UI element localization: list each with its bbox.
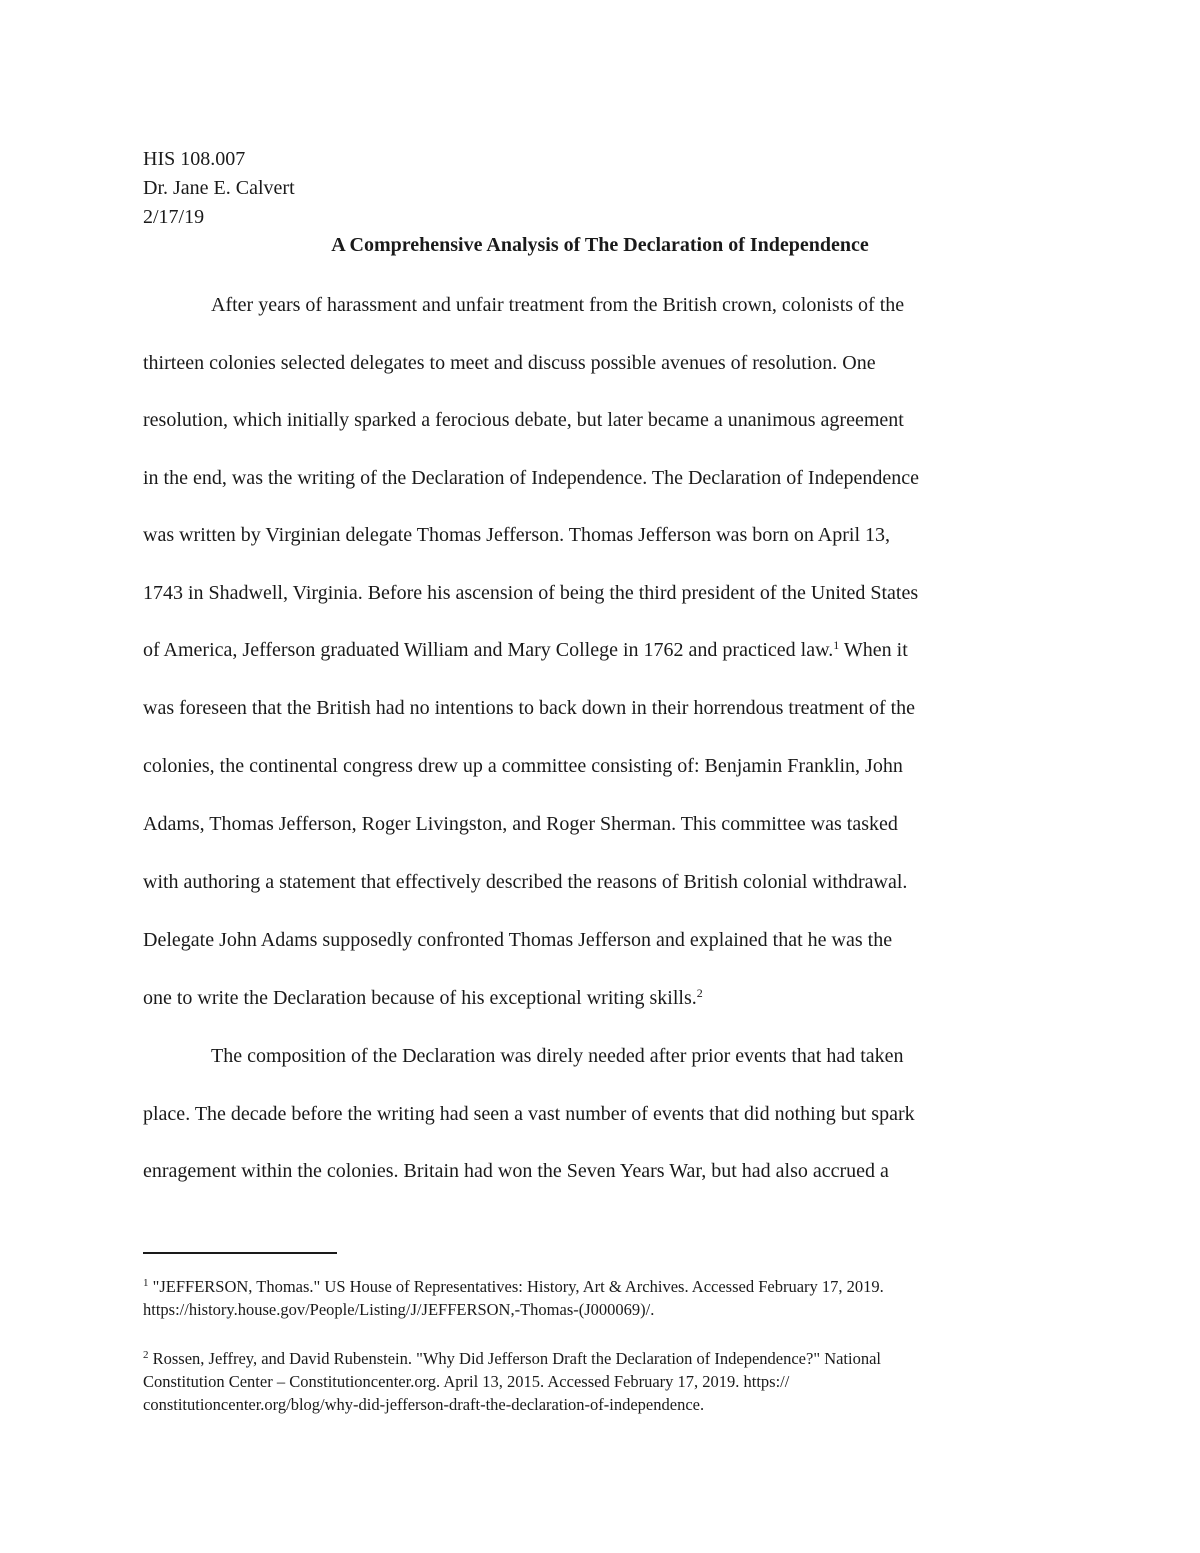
body-line: thirteen colonies selected delegates to meet and discuss possible avenues of resolution. One — [143, 352, 876, 374]
body-text: of America, Jefferson graduated William and Mary College in 1762 and practiced law. — [143, 639, 834, 661]
instructor-name: Dr. Jane E. Calvert — [143, 177, 295, 199]
footnote-ref-1: 1 — [833, 638, 840, 652]
body-text: When it — [839, 639, 908, 661]
body-line: 1743 in Shadwell, Virginia. Before his ascension of being the third president of the United States — [143, 582, 919, 604]
paper-title: A Comprehensive Analysis of The Declaration of Independence — [331, 234, 869, 256]
body-line: The composition of the Declaration was direly needed after prior events that had taken — [211, 1045, 904, 1067]
footnote-ref-2: 2 — [696, 986, 703, 1000]
body-line: After years of harassment and unfair treatment from the British crown, colonists of the — [211, 294, 905, 316]
body-line: resolution, which initially sparked a ferocious debate, but later became a unanimous agreement — [143, 409, 904, 431]
body-line: in the end, was the writing of the Declaration of Independence. The Declaration of Independence — [143, 467, 919, 489]
body-line — [143, 636, 908, 664]
body-line: colonies, the continental congress drew up a committee consisting of: Benjamin Franklin, John — [143, 755, 903, 777]
footnote-separator — [143, 1252, 337, 1254]
body-text: one to write the Declaration because of his exceptional writing skills. — [143, 987, 697, 1009]
body-line: was written by Virginian delegate Thomas Jefferson. Thomas Jefferson was born on April 13, — [143, 524, 891, 546]
footnote-number: 2 — [143, 1349, 149, 1361]
footnote-text: Rossen, Jeffrey, and David Rubenstein. "Why Did Jefferson Draft the Declaration of Independence?" National — [148, 1349, 882, 1368]
body-line: with authoring a statement that effectively described the reasons of British colonial withdrawal. — [143, 871, 908, 893]
body-line: Adams, Thomas Jefferson, Roger Livingston, and Roger Sherman. This committee was tasked — [143, 813, 898, 835]
body-line: was foreseen that the British had no intentions to back down in their horrendous treatment of the — [143, 697, 916, 719]
course-code: HIS 108.007 — [143, 148, 246, 170]
body-line: enragement within the colonies. Britain had won the Seven Years War, but had also accrued a — [143, 1160, 889, 1182]
footnote-number: 1 — [143, 1277, 149, 1289]
body-line: Delegate John Adams supposedly confronted Thomas Jefferson and explained that he was the — [143, 929, 893, 951]
paper-date: 2/17/19 — [143, 206, 205, 228]
footnote-line — [143, 1348, 881, 1370]
footnote-line: Constitution Center – Constitutioncenter.org. April 13, 2015. Accessed February 17, 2019. https:// — [143, 1372, 790, 1391]
footnote-line — [143, 1276, 884, 1298]
footnote-line: constitutioncenter.org/blog/why-did-jefferson-draft-the-declaration-of-independence. — [143, 1395, 705, 1414]
body-line — [143, 984, 703, 1012]
footnote-line: https://history.house.gov/People/Listing/J/JEFFERSON,-Thomas-(J000069)/. — [143, 1300, 655, 1319]
footnote-text: "JEFFERSON, Thomas." US House of Representatives: History, Art & Archives. Accessed February 17, 2019. — [148, 1277, 884, 1296]
body-line: place. The decade before the writing had seen a vast number of events that did nothing but spark — [143, 1103, 915, 1125]
